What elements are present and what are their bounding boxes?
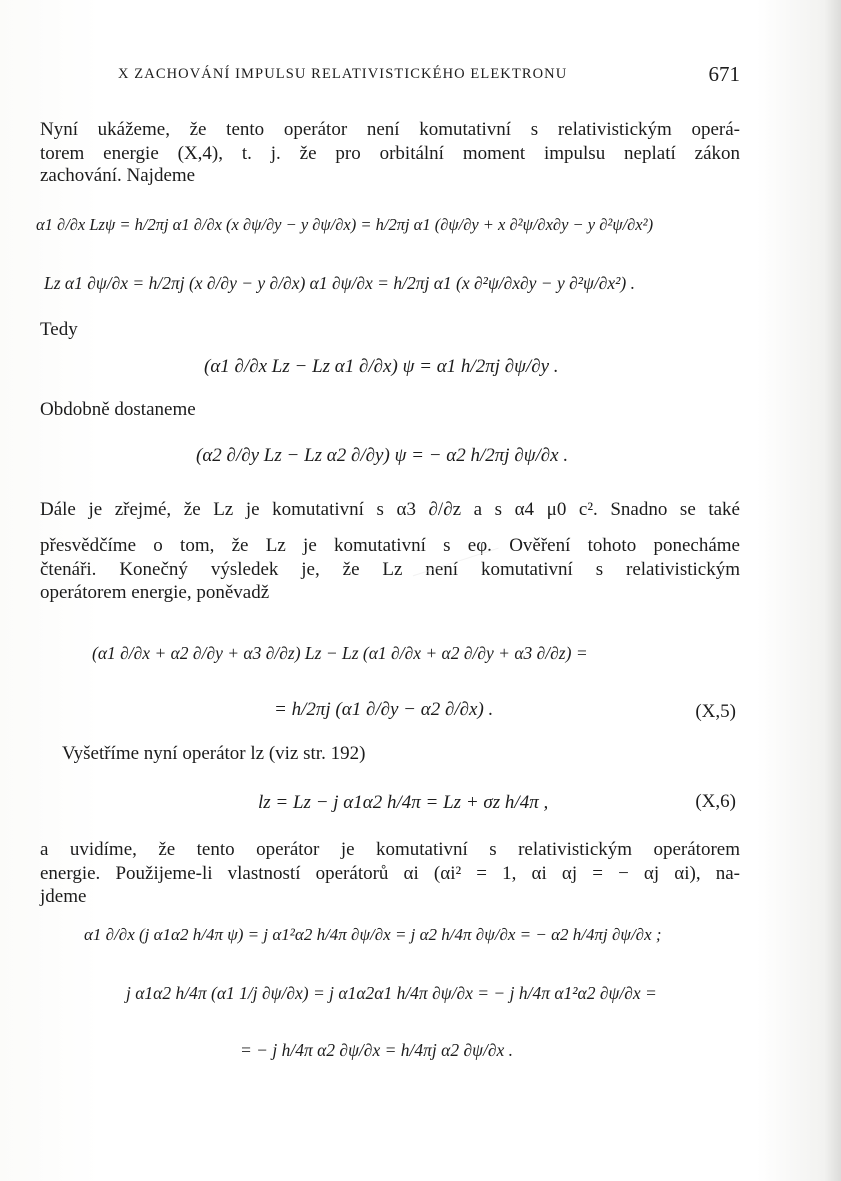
paragraph-4-line-1: a uvidíme, že tento operátor je komutativní s relativistickým operátorem (40, 839, 740, 860)
equation-5b: = h/2πj (α1 ∂/∂y − α2 ∂/∂x) . (274, 699, 494, 720)
equation-8: j α1α2 h/4π (α1 1/j ∂ψ/∂x) = j α1α2α1 h/4π ∂ψ/∂x = − j h/4π α1²α2 ∂ψ/∂x = (126, 983, 657, 1003)
paragraph-1-line-2: torem energie (X,4), t. j. že pro orbitální moment impulsu neplatí zákon (40, 143, 740, 164)
equation-5a: (α1 ∂/∂x + α2 ∂/∂y + α3 ∂/∂z) Lz − Lz (α1 ∂/∂x + α2 ∂/∂y + α3 ∂/∂z) = (92, 643, 588, 663)
paragraph-4-line-3: jdeme (40, 886, 87, 907)
equation-5-tag: (X,5) (695, 701, 736, 722)
paragraph-1-line-3: zachování. Najdeme (40, 165, 196, 186)
page-number: 671 (708, 62, 740, 86)
paragraph-2-line-4: operátorem energie, poněvadž (40, 582, 270, 603)
word-tedy: Tedy (40, 319, 78, 340)
equation-4: (α2 ∂/∂y Lz − Lz α2 ∂/∂y) ψ = − α2 h/2πj ∂ψ/∂x . (196, 445, 569, 466)
equation-2: Lz α1 ∂ψ/∂x = h/2πj (x ∂/∂y − y ∂/∂x) α1 ∂ψ/∂x = h/2πj α1 (x ∂²ψ/∂x∂y − y ∂²ψ/∂x²) . (44, 273, 636, 293)
equation-6-tag: (X,6) (695, 791, 736, 812)
paragraph-4-line-2: energie. Použijeme-li vlastností operátorů αi (αi² = 1, αi αj = − αj αi), na- (40, 863, 740, 884)
paragraph-2-line-1: Dále je zřejmé, že Lz je komutativní s α3 ∂/∂z a s α4 μ0 c². Snadno se také (40, 499, 740, 520)
paragraph-3-line-1: Vyšetříme nyní operátor lz (viz str. 192) (62, 743, 366, 764)
equation-3: (α1 ∂/∂x Lz − Lz α1 ∂/∂x) ψ = α1 h/2πj ∂ψ/∂y . (204, 356, 559, 377)
paragraph-obdobne: Obdobně dostaneme (40, 399, 196, 420)
equation-9: = − j h/4π α2 ∂ψ/∂x = h/4πj α2 ∂ψ/∂x . (240, 1040, 513, 1060)
paragraph-2-line-3: čtenáři. Konečný výsledek je, že Lz není komutativní s relativistickým (40, 559, 740, 580)
equation-6: lz = Lz − j α1α2 h/4π = Lz + σz h/4π , (258, 792, 549, 813)
paragraph-2-line-2: přesvědčíme o tom, že Lz je komutativní s eφ. Ověření tohoto ponecháme (40, 535, 740, 556)
page-header (40, 62, 740, 92)
paragraph-1-line-1: Nyní ukážeme, že tento operátor není komutativní s relativistickým operá- (40, 119, 740, 140)
equation-1: α1 ∂/∂x Lzψ = h/2πj α1 ∂/∂x (x ∂ψ/∂y − y ∂ψ/∂x) = h/2πj α1 (∂ψ/∂y + x ∂²ψ/∂x∂y − y ∂²ψ/∂x²) (36, 215, 654, 234)
equation-7: α1 ∂/∂x (j α1α2 h/4π ψ) = j α1²α2 h/4π ∂ψ/∂x = j α2 h/4π ∂ψ/∂x = − α2 h/4πj ∂ψ/∂x ; (84, 925, 662, 944)
running-head: X ZACHOVÁNÍ IMPULSU RELATIVISTICKÉHO ELEKTRONU (118, 66, 568, 82)
